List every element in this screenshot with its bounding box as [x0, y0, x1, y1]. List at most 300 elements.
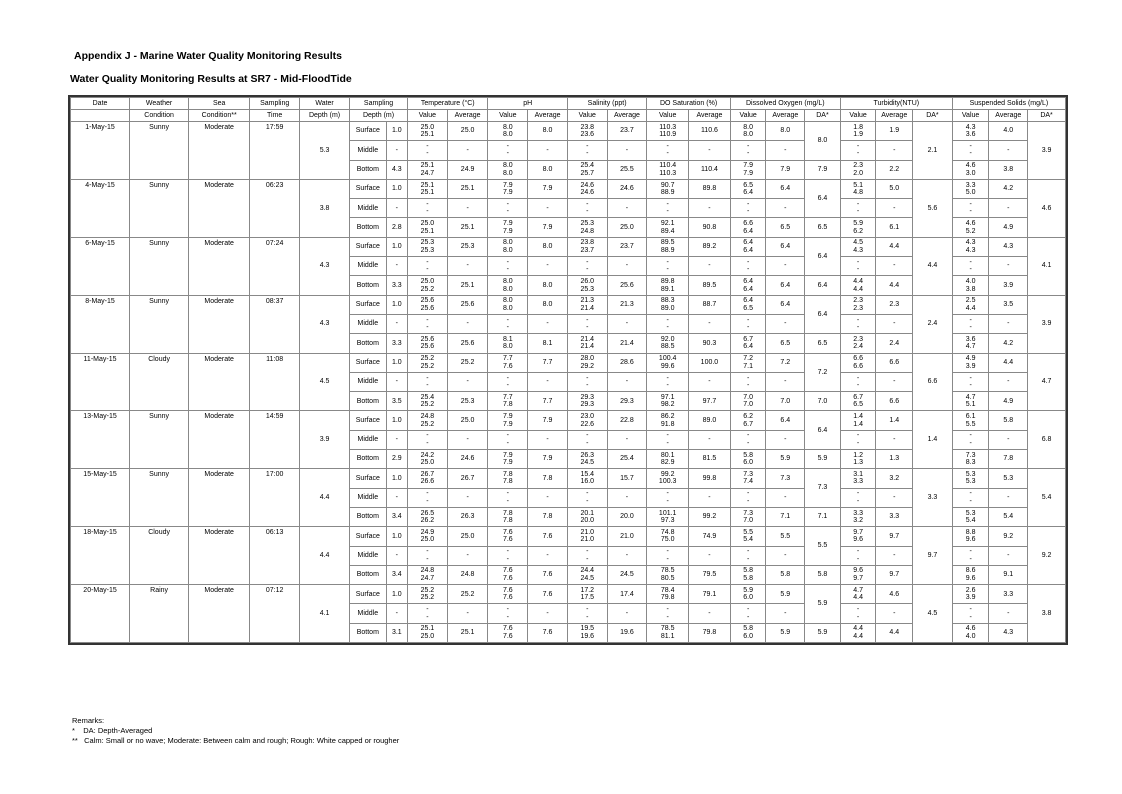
value-pair-cell: [408, 372, 448, 391]
reading-value: 7.7: [502, 393, 513, 401]
value-pair-cell: [408, 430, 448, 449]
average-cell: 89.2: [689, 237, 731, 256]
reading-value: 25.1: [420, 625, 435, 633]
average-cell: -: [876, 199, 913, 218]
average-cell: 2.2: [876, 160, 913, 179]
reading-value: 23.8: [580, 123, 595, 131]
average-cell: 21.4: [607, 334, 647, 353]
reading-value: 7.9: [502, 220, 513, 228]
value-pair-cell: [488, 334, 528, 353]
reading-value: 6.7: [853, 393, 863, 401]
value-pair-cell: [730, 623, 766, 642]
reading-value: 6.5: [743, 304, 753, 312]
average-cell: -: [447, 141, 488, 160]
reading-value: 9.6: [853, 536, 863, 544]
average-cell: 7.9: [766, 160, 805, 179]
average-cell: -: [876, 430, 913, 449]
reading-value: 7.8: [502, 401, 513, 409]
reading-value: 9.6: [965, 536, 976, 544]
value-pair-cell: [840, 565, 876, 584]
value-pair-cell: [840, 604, 876, 623]
value-pair-cell: [730, 295, 766, 314]
col-sampling-depth: Sampling: [350, 98, 408, 110]
sampling-depth-cell: 3.4: [386, 565, 407, 584]
table-row: [71, 122, 1066, 141]
average-cell: -: [607, 604, 647, 623]
layer-name-cell: Surface: [350, 353, 387, 372]
reading-value: 25.7: [580, 169, 595, 177]
value-pair-cell: [488, 276, 528, 295]
reading-value: -: [506, 439, 509, 447]
col-average: Average: [766, 110, 805, 122]
value-pair-cell: [408, 218, 448, 237]
reading-value: 25.2: [420, 285, 435, 293]
reading-value: 5.8: [743, 451, 753, 459]
value-pair-cell: [408, 160, 448, 179]
average-cell: 21.0: [607, 527, 647, 546]
reading-value: 8.0: [743, 123, 753, 131]
reading-value: 80.1: [660, 451, 675, 459]
value-pair-cell: [952, 507, 989, 526]
average-cell: -: [766, 488, 805, 507]
value-pair-cell: [952, 392, 989, 411]
reading-value: -: [969, 497, 972, 505]
value-pair-cell: [488, 122, 528, 141]
average-cell: 4.2: [989, 334, 1028, 353]
reading-value: 8.0: [502, 123, 513, 131]
average-cell: -: [689, 257, 731, 276]
reading-value: 7.0: [743, 401, 753, 409]
col-turbidity: Turbidity(NTU): [840, 98, 952, 110]
value-pair-cell: [730, 565, 766, 584]
time-cell: 07:12: [250, 585, 300, 643]
value-pair-cell: [408, 585, 448, 604]
value-pair-cell: [730, 141, 766, 160]
remarks-title: Remarks:: [72, 716, 105, 725]
average-cell: -: [689, 546, 731, 565]
table-row: [71, 353, 1066, 372]
reading-value: 8.0: [502, 162, 513, 170]
reading-value: 26.3: [580, 451, 595, 459]
value-pair-cell: [730, 392, 766, 411]
reading-value: -: [666, 613, 669, 621]
water-depth-cell: 4.5: [300, 353, 350, 411]
do-da-cell: 7.1: [805, 507, 841, 526]
reading-value: 9.6: [965, 574, 976, 582]
reading-value: 24.7: [420, 574, 435, 582]
reading-value: 92.1: [660, 220, 675, 228]
reading-value: -: [746, 382, 750, 389]
value-pair-cell: [567, 430, 607, 449]
reading-value: 6.4: [743, 239, 753, 247]
layer-name-cell: Middle: [350, 314, 387, 333]
value-pair-cell: [647, 469, 689, 488]
average-cell: -: [689, 199, 731, 218]
average-cell: 5.9: [766, 450, 805, 469]
value-pair-cell: [567, 257, 607, 276]
value-pair-cell: [840, 450, 876, 469]
reading-value: 25.2: [420, 355, 435, 363]
value-pair-cell: [408, 565, 448, 584]
reading-value: 9.7: [853, 528, 863, 536]
reading-value: 89.4: [660, 227, 675, 235]
sea-cell: Moderate: [189, 237, 250, 295]
reading-value: -: [856, 382, 860, 389]
col-do-saturation: DO Saturation (%): [647, 98, 731, 110]
average-cell: -: [689, 141, 731, 160]
reading-value: 21.0: [580, 536, 595, 544]
reading-value: 8.0: [502, 304, 513, 312]
reading-value: 1.2: [853, 451, 863, 459]
average-cell: 19.6: [607, 623, 647, 642]
value-pair-cell: [647, 141, 689, 160]
layer-name-cell: Bottom: [350, 276, 387, 295]
reading-value: 5.1: [965, 401, 976, 409]
value-pair-cell: [730, 546, 766, 565]
average-cell: 5.9: [766, 623, 805, 642]
reading-value: 7.9: [502, 459, 513, 467]
reading-value: 7.9: [502, 420, 513, 428]
date-cell: 6-May-15: [71, 237, 130, 295]
reading-value: 24.7: [420, 169, 435, 177]
reading-value: 97.1: [660, 393, 675, 401]
average-cell: 6.5: [766, 218, 805, 237]
reading-value: 24.2: [420, 451, 435, 459]
average-cell: 79.1: [689, 585, 731, 604]
average-cell: 25.0: [607, 218, 647, 237]
reading-value: 7.8: [502, 478, 513, 486]
col-da: DA*: [1028, 110, 1066, 122]
reading-value: 4.9: [965, 355, 976, 363]
weather-cell: Sunny: [130, 469, 189, 527]
reading-value: 7.6: [502, 574, 513, 582]
reading-value: -: [506, 374, 509, 382]
time-cell: 17:00: [250, 469, 300, 527]
reading-value: 6.2: [743, 413, 753, 421]
value-pair-cell: [952, 199, 989, 218]
average-cell: 89.0: [689, 411, 731, 430]
reading-value: 24.5: [580, 574, 595, 582]
value-pair-cell: [408, 295, 448, 314]
reading-value: 7.6: [502, 362, 513, 370]
average-cell: -: [876, 604, 913, 623]
reading-value: 8.0: [743, 131, 753, 139]
results-body: [71, 122, 1066, 643]
reading-value: 24.9: [420, 528, 435, 536]
value-pair-cell: [952, 122, 989, 141]
time-cell: 06:23: [250, 179, 300, 237]
average-cell: 21.3: [607, 295, 647, 314]
ss-da-cell: 3.9: [1028, 122, 1066, 180]
sampling-depth-cell: -: [386, 199, 407, 218]
value-pair-cell: [488, 450, 528, 469]
reading-value: 21.3: [580, 297, 595, 305]
average-cell: -: [607, 488, 647, 507]
value-pair-cell: [408, 276, 448, 295]
reading-value: -: [586, 432, 589, 440]
reading-value: 80.5: [660, 574, 675, 582]
reading-value: 110.4: [659, 162, 677, 170]
average-cell: -: [766, 430, 805, 449]
average-cell: -: [607, 199, 647, 218]
water-depth-cell: 4.4: [300, 527, 350, 585]
reading-value: 110.3: [659, 169, 677, 177]
col-suspended-solids: Suspended Solids (mg/L): [952, 98, 1065, 110]
value-pair-cell: [840, 334, 876, 353]
reading-value: 1.9: [853, 131, 863, 139]
value-pair-cell: [952, 527, 989, 546]
water-depth-cell: 3.8: [300, 179, 350, 237]
average-cell: 9.7: [876, 527, 913, 546]
value-pair-cell: [647, 392, 689, 411]
average-cell: 5.5: [766, 527, 805, 546]
reading-value: 101.1: [658, 509, 677, 517]
col-value: Value: [647, 110, 689, 122]
reading-value: 81.1: [660, 632, 675, 640]
sea-cell: Moderate: [189, 295, 250, 353]
reading-value: -: [426, 613, 429, 621]
average-cell: 5.8: [766, 565, 805, 584]
do-da-cell: 6.4: [805, 276, 841, 295]
value-pair-cell: [952, 411, 989, 430]
average-cell: -: [607, 546, 647, 565]
average-cell: 20.0: [607, 507, 647, 526]
reading-value: 4.7: [965, 343, 976, 351]
table-row: [71, 295, 1066, 314]
reading-value: 2.3: [853, 297, 863, 305]
reading-value: -: [586, 324, 589, 332]
reading-value: 2.5: [965, 297, 976, 305]
average-cell: 110.4: [689, 160, 731, 179]
do-da-cell: 6.4: [805, 411, 841, 450]
value-pair-cell: [952, 430, 989, 449]
value-pair-cell: [952, 276, 989, 295]
layer-name-cell: Bottom: [350, 565, 387, 584]
average-cell: 7.8: [989, 450, 1028, 469]
reading-value: 6.6: [853, 362, 863, 370]
reading-value: 88.3: [660, 297, 675, 305]
value-pair-cell: [730, 334, 766, 353]
reading-value: 7.1: [743, 362, 753, 370]
reading-value: 5.3: [965, 478, 976, 486]
reading-value: 99.6: [660, 362, 675, 370]
average-cell: 8.0: [528, 160, 568, 179]
average-cell: 8.1: [528, 334, 568, 353]
reading-value: -: [856, 432, 860, 440]
sampling-depth-cell: 3.1: [386, 623, 407, 642]
reading-value: 7.6: [502, 586, 513, 594]
reading-value: 5.8: [743, 574, 753, 582]
ss-da-cell: 3.9: [1028, 295, 1066, 353]
average-cell: -: [989, 257, 1028, 276]
reading-value: 25.0: [420, 278, 435, 286]
value-pair-cell: [840, 160, 876, 179]
value-pair-cell: [567, 585, 607, 604]
layer-name-cell: Surface: [350, 122, 387, 141]
value-pair-cell: [567, 141, 607, 160]
average-cell: 5.8: [989, 411, 1028, 430]
value-pair-cell: [488, 295, 528, 314]
reading-value: 24.8: [420, 567, 435, 575]
layer-name-cell: Middle: [350, 372, 387, 391]
do-da-cell: 6.5: [805, 218, 841, 237]
reading-value: 5.8: [743, 625, 753, 633]
do-da-cell: 5.5: [805, 527, 841, 566]
value-pair-cell: [567, 218, 607, 237]
reading-value: 78.5: [660, 625, 675, 633]
value-pair-cell: [408, 122, 448, 141]
col-value: Value: [567, 110, 607, 122]
value-pair-cell: [408, 237, 448, 256]
reading-value: 8.0: [502, 131, 513, 139]
reading-value: 86.2: [660, 413, 675, 421]
col-date-sub: [71, 110, 130, 122]
reading-value: 4.4: [853, 285, 863, 293]
value-pair-cell: [647, 160, 689, 179]
average-cell: -: [528, 141, 568, 160]
reading-value: 8.6: [965, 567, 976, 575]
reading-value: 8.8: [965, 528, 976, 536]
weather-cell: Sunny: [130, 411, 189, 469]
sampling-depth-cell: -: [386, 546, 407, 565]
reading-value: -: [746, 258, 750, 266]
value-pair-cell: [647, 372, 689, 391]
reading-value: -: [426, 432, 429, 440]
reading-value: 5.8: [743, 567, 753, 575]
reading-value: 4.4: [853, 594, 863, 602]
average-cell: 6.4: [766, 237, 805, 256]
reading-value: 91.8: [660, 420, 675, 428]
reading-value: 8.0: [502, 169, 513, 177]
reading-value: 8.0: [502, 246, 513, 254]
average-cell: 29.3: [607, 392, 647, 411]
reading-value: -: [666, 324, 669, 332]
reading-value: 4.3: [853, 246, 863, 254]
weather-cell: Sunny: [130, 237, 189, 295]
reading-value: 6.4: [743, 227, 753, 235]
average-cell: 25.1: [447, 623, 488, 642]
value-pair-cell: [488, 372, 528, 391]
reading-value: 25.1: [420, 189, 435, 197]
reading-value: 3.1: [853, 470, 863, 478]
turbidity-da-cell: 4.4: [913, 237, 953, 295]
reading-value: -: [856, 150, 860, 158]
value-pair-cell: [408, 488, 448, 507]
sampling-depth-cell: -: [386, 141, 407, 160]
reading-value: -: [856, 266, 860, 274]
reading-value: 21.4: [580, 304, 595, 312]
reading-value: 90.7: [660, 181, 675, 189]
reading-value: 21.4: [580, 335, 595, 343]
reading-value: 5.5: [743, 528, 753, 536]
do-da-cell: 6.4: [805, 295, 841, 334]
layer-name-cell: Middle: [350, 257, 387, 276]
col-water-depth: Water: [300, 98, 350, 110]
reading-value: 25.4: [580, 162, 595, 170]
average-cell: 24.9: [447, 160, 488, 179]
average-cell: 6.5: [766, 334, 805, 353]
average-cell: 23.7: [607, 122, 647, 141]
reading-value: 6.4: [743, 278, 753, 286]
reading-value: 25.3: [420, 239, 435, 247]
reading-value: 3.3: [965, 181, 976, 189]
average-cell: 28.6: [607, 353, 647, 372]
appendix-title: Appendix J - Marine Water Quality Monitoring Results: [74, 50, 342, 62]
value-pair-cell: [952, 450, 989, 469]
reading-value: -: [506, 208, 509, 216]
average-cell: 7.1: [766, 507, 805, 526]
ss-da-cell: 4.1: [1028, 237, 1066, 295]
average-cell: 9.7: [876, 565, 913, 584]
average-cell: -: [766, 141, 805, 160]
average-cell: 97.7: [689, 392, 731, 411]
value-pair-cell: [952, 160, 989, 179]
reading-value: -: [666, 548, 669, 556]
average-cell: -: [989, 372, 1028, 391]
average-cell: 110.6: [689, 122, 731, 141]
value-pair-cell: [730, 218, 766, 237]
average-cell: 25.2: [447, 353, 488, 372]
average-cell: -: [876, 141, 913, 160]
date-cell: 8-May-15: [71, 295, 130, 353]
value-pair-cell: [408, 411, 448, 430]
reading-value: 8.1: [502, 335, 513, 343]
reading-value: 5.3: [965, 509, 976, 517]
reading-value: 7.0: [743, 393, 753, 401]
value-pair-cell: [647, 430, 689, 449]
reading-value: -: [969, 200, 972, 208]
reading-value: -: [746, 374, 750, 382]
reading-value: 5.5: [965, 420, 976, 428]
reading-value: 78.4: [660, 586, 675, 594]
average-cell: -: [528, 430, 568, 449]
reading-value: 24.8: [580, 227, 595, 235]
average-cell: 25.3: [447, 392, 488, 411]
reading-value: 1.3: [853, 459, 863, 467]
reading-value: -: [666, 150, 669, 158]
reading-value: -: [586, 497, 589, 505]
reading-value: 7.9: [502, 189, 513, 197]
value-pair-cell: [730, 430, 766, 449]
reading-value: -: [969, 258, 972, 266]
layer-name-cell: Surface: [350, 585, 387, 604]
reading-value: 8.0: [502, 297, 513, 305]
average-cell: 5.4: [989, 507, 1028, 526]
reading-value: 2.3: [853, 335, 863, 343]
average-cell: 90.8: [689, 218, 731, 237]
reading-value: 26.2: [420, 517, 435, 525]
value-pair-cell: [488, 218, 528, 237]
layer-name-cell: Middle: [350, 199, 387, 218]
reading-value: -: [666, 439, 669, 447]
value-pair-cell: [952, 218, 989, 237]
value-pair-cell: [840, 314, 876, 333]
value-pair-cell: [488, 623, 528, 642]
value-pair-cell: [567, 507, 607, 526]
value-pair-cell: [840, 585, 876, 604]
value-pair-cell: [408, 623, 448, 642]
reading-value: -: [969, 208, 972, 216]
reading-value: 2.0: [853, 169, 863, 177]
average-cell: -: [607, 141, 647, 160]
reading-value: 110.3: [659, 123, 677, 131]
reading-value: -: [586, 150, 589, 158]
reading-value: 24.5: [580, 459, 595, 467]
reading-value: -: [506, 548, 509, 556]
average-cell: -: [766, 199, 805, 218]
average-cell: 1.4: [876, 411, 913, 430]
reading-value: 25.6: [420, 304, 435, 312]
